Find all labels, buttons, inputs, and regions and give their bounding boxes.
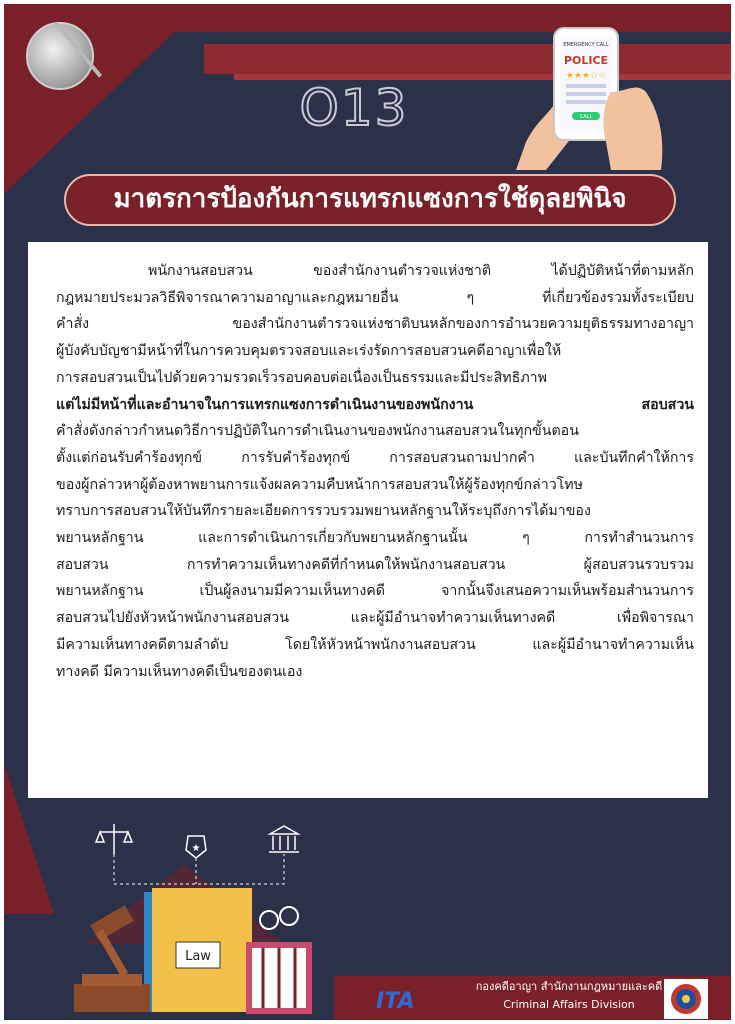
body-line: สอบสวนไปยังหัวหน้าพนักงานสอบสวน และผู้มีอำนาจทำความเห็นทางคดี เพื่อพิจารณา <box>56 610 694 627</box>
division-logo-icon <box>664 979 708 1019</box>
footer-org <box>474 978 664 1014</box>
body-line: ตั้งแต่ก่อนรับคำร้องทุกข์ การรับคำร้องทุกข์ การสอบสวนถามปากคำ และบันทึกคำให้การ <box>56 449 694 466</box>
badge-icon <box>186 836 206 858</box>
police-phone-icon <box>516 22 666 170</box>
body-line: คำสั่งดังกล่าวกำหนดวิธีการปฏิบัติในการดำเนินงานของพนักงานสอบสวนในทุกขั้นตอน <box>56 423 579 440</box>
document-code: O13 <box>299 79 409 137</box>
courthouse-icon <box>269 826 299 852</box>
body-line: มีความเห็นทางคดีตามลำดับ โดยให้หัวหน้าพนักงานสอบสวน และผู้มีอำนาจทำความเห็น <box>56 636 694 653</box>
body-line: ทราบการสอบสวนให้บันทึกรายละเอียดการรวบรวมพยานหลักฐานให้ระบุถึงการได้มาของ <box>56 503 591 520</box>
phone-header: EMERGENCY CALL <box>563 42 609 48</box>
book-label: Law <box>185 949 211 964</box>
body-line: ของผู้กล่าวหาผู้ต้องหาพยานการแจ้งผลความคืบหน้าการสอบสวนให้ผู้ร้องทุกข์กล่าวโทษ <box>56 476 584 493</box>
bottom-left-triangle <box>4 764 54 914</box>
body-line: สอบสวน การทำความเห็นทางคดีที่กำหนดให้พนักงานสอบสวน ผู้สอบสวนรวบรวม <box>56 556 694 573</box>
scales-icon <box>96 824 132 854</box>
phone-button: CALL <box>579 114 593 120</box>
body-line: พยานหลักฐาน เป็นผู้ลงนามมีความเห็นทางคดี จากนั้นจึงเสนอความเห็นพร้อมสำนวนการ <box>56 583 694 600</box>
jail-bars-icon <box>246 942 312 1014</box>
handcuffs-icon <box>260 907 298 929</box>
footer-org-thai: กองคดีอาญา สำนักงานกฎหมายและคดี <box>475 980 663 993</box>
body-line: การสอบสวนเป็นไปด้วยความรวดเร็วรอบคอบต่อเนื่องเป็นธรรมและมีประสิทธิภาพ <box>56 369 547 386</box>
body-line: ทางคดี มีความเห็นทางคดีเป็นของตนเอง <box>56 663 303 680</box>
svg-text:★: ★ <box>191 843 201 854</box>
body-line: แต่ไม่มีหน้าที่และอำนาจในการแทรกแซงการดำเนินงานของพนักงาน สอบสวน <box>56 396 694 413</box>
body-line: พนักงานสอบสวน ของสำนักงานตำรวจแห่งชาติ ได้ปฏิบัติหน้าที่ตามหลัก <box>148 263 694 279</box>
justice-illustration <box>64 824 334 1014</box>
svg-text:★★★☆☆: ★★★☆☆ <box>565 71 607 81</box>
page-title: มาตรการป้องกันการแทรกแซงการใช้ดุลยพินิจ <box>64 174 676 226</box>
body-line: คำสั่ง ของสำนักงานตำรวจแห่งชาติบนหลักของการอำนวยความยุติธรรมทางอาญา <box>56 316 694 333</box>
phone-label: POLICE <box>563 54 609 67</box>
body-line: กฎหมายประมวลวิธีพิจารณาความอาญาและกฎหมายอื่น ๆ ที่เกี่ยวข้องรวมทั้งระเบียบ <box>56 289 694 306</box>
body-line: พยานหลักฐาน และการดำเนินการเกี่ยวกับพยานหลักฐานนั้น ๆ การทำสำนวนการ <box>56 530 694 547</box>
footer-org-english: Criminal Affairs Division <box>503 998 635 1011</box>
body-line: ผู้บังคับบัญชามีหน้าที่ในการควบคุมตรวจสอบและเร่งรัดการสอบสวนคดีอาญาเพื่อให้ <box>56 343 562 360</box>
body-text <box>56 258 694 685</box>
ita-logo: ITA <box>376 989 415 1014</box>
poster <box>4 4 731 1020</box>
